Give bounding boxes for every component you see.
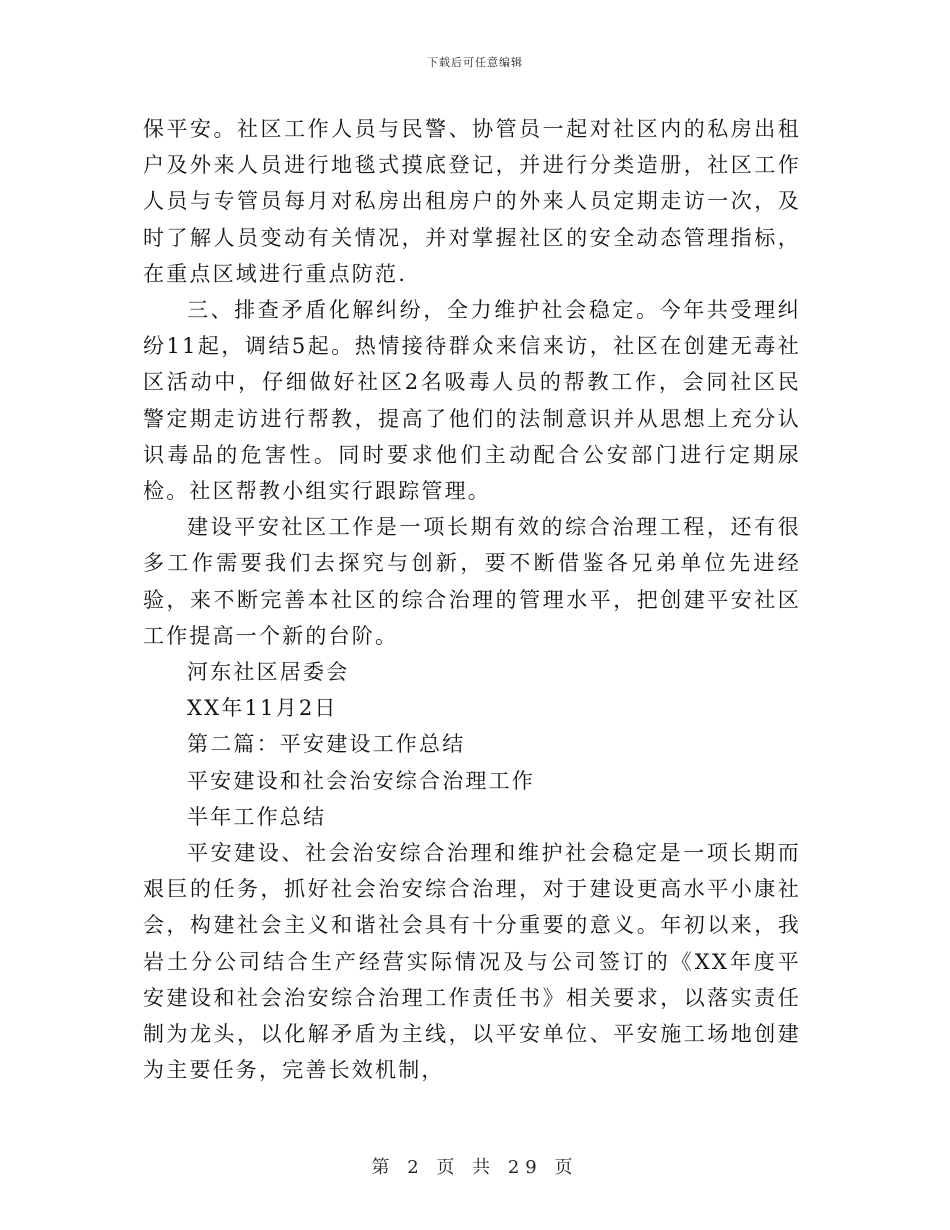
paragraph-conclusion: 建设平安社区工作是一项长期有效的综合治理工程，还有很多工作需要我们去探究与创新，要不断借鉴各兄弟单位先进经验，来不断完善本社区的综合治理的管理水平，把创建平安社区工作提高一个新的台阶。 xyxy=(143,515,801,648)
page-header: 下载后可任意编辑 xyxy=(427,56,523,69)
paragraph-continuation: 保平安。社区工作人员与民警、协管员一起对社区内的私房出租户及外来人员进行地毯式摸底登记，并进行分类造册，社区工作人员与专管员每月对私房出租房户的外来人员定期走访一次，及时了解人员变动有关情况，并对掌握社区的安全动态管理指标，在重点区域进行重点防范. xyxy=(143,117,801,286)
report-title-line-2: 半年工作总结 xyxy=(187,804,327,829)
document-body xyxy=(143,111,801,1088)
signature-date: XX年11月2日 xyxy=(187,696,338,721)
paragraph-introduction: 平安建设、社会治安综合治理和维护社会稳定是一项长期而艰巨的任务，抓好社会治安综合治理，对于建设更高水平小康社会，构建社会主义和谐社会具有十分重要的意义。年初以来，我岩土分公司结合生产经营实际情况及与公司签订的《XX年度平安建设和社会治安综合治理工作责任书》相关要求，以落实责任制为龙头，以化解矛盾为主线，以平安单位、平安施工场地创建为主要任务，完善长效机制， xyxy=(143,841,801,1083)
page-number: 第 2 页 共 29 页 xyxy=(371,1157,579,1178)
paragraph-dispute-resolution: 三、排查矛盾化解纠纷，全力维护社会稳定。今年共受理纠纷11起，调结5起。热情接待群众来信来访，社区在创建无毒社区活动中，仔细做好社区2名吸毒人员的帮教工作，会同社区民警定期走访进行帮教，提高了他们的法制意识并从思想上充分认识毒品的危害性。同时要求他们主动配合公安部门进行定期尿检。社区帮教小组实行跟踪管理。 xyxy=(143,298,801,504)
signature-organization: 河东社区居委会 xyxy=(187,660,350,685)
report-title-line-1: 平安建设和社会治安综合治理工作 xyxy=(187,768,535,793)
section-title: 第二篇：平安建设工作总结 xyxy=(187,732,466,757)
